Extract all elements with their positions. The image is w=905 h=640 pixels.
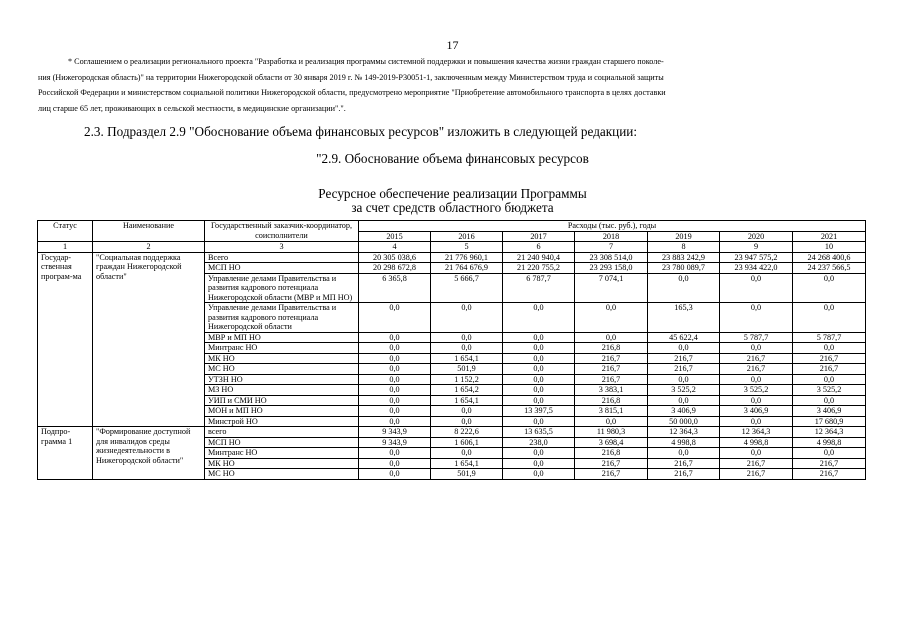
- value-cell: 216,7: [648, 364, 720, 375]
- row-customer: МК НО: [205, 458, 359, 469]
- row-status: Государ-ственная програм-ма: [38, 252, 93, 427]
- header-year: 2019: [648, 231, 720, 242]
- table-title-line: Ресурсное обеспечение реализации Программы: [318, 186, 587, 201]
- header-year: 2020: [720, 231, 793, 242]
- value-cell: 3 406,9: [793, 406, 866, 417]
- header-year: 2015: [359, 231, 431, 242]
- value-cell: 0,0: [720, 395, 793, 406]
- value-cell: 0,0: [793, 374, 866, 385]
- row-customer: Минтранс НО: [205, 448, 359, 459]
- value-cell: 3 383,1: [575, 385, 648, 396]
- value-cell: 216,8: [575, 448, 648, 459]
- header-status: Статус: [38, 221, 93, 242]
- value-cell: 13 635,5: [503, 427, 575, 438]
- value-cell: 4 998,8: [793, 437, 866, 448]
- section-heading: 2.3. Подраздел 2.9 "Обоснование объема финансовых ресурсов" изложить в следующей редакции:: [84, 124, 638, 139]
- row-customer: Минтранс НО: [205, 343, 359, 354]
- footnote-line: Российской Федерации и министерством социальной политики Нижегородской области, предусмотрено мероприятие "Приобретение автомобильного транспорта в целях доставки: [38, 88, 666, 97]
- value-cell: 0,0: [720, 343, 793, 354]
- row-customer: УИП и СМИ НО: [205, 395, 359, 406]
- value-cell: 216,7: [575, 364, 648, 375]
- value-cell: 0,0: [359, 343, 431, 354]
- row-customer: МС НО: [205, 364, 359, 375]
- value-cell: 11 980,3: [575, 427, 648, 438]
- column-number: 10: [793, 242, 866, 253]
- value-cell: 3 406,9: [720, 406, 793, 417]
- value-cell: 0,0: [359, 353, 431, 364]
- resource-table: [37, 220, 866, 480]
- value-cell: 21 764 676,9: [431, 263, 503, 274]
- value-cell: 5 666,7: [431, 273, 503, 303]
- value-cell: 0,0: [431, 406, 503, 417]
- value-cell: 24 237 566,5: [793, 263, 866, 274]
- value-cell: 0,0: [720, 448, 793, 459]
- value-cell: 216,7: [720, 458, 793, 469]
- header-row: [38, 221, 866, 232]
- value-cell: 216,7: [720, 469, 793, 480]
- value-cell: 0,0: [359, 416, 431, 427]
- value-cell: 12 364,3: [648, 427, 720, 438]
- value-cell: 0,0: [648, 374, 720, 385]
- value-cell: 216,7: [648, 353, 720, 364]
- footnote-line: лиц старше 65 лет, проживающих в сельской местности, в медицинские организации".".: [38, 103, 346, 113]
- value-cell: 0,0: [648, 273, 720, 303]
- value-cell: 0,0: [359, 469, 431, 480]
- value-cell: 24 268 400,6: [793, 252, 866, 263]
- value-cell: 216,7: [720, 353, 793, 364]
- value-cell: 3 525,2: [793, 385, 866, 396]
- value-cell: 1 654,1: [431, 458, 503, 469]
- page-number: 17: [446, 38, 459, 52]
- value-cell: 1 152,2: [431, 374, 503, 385]
- row-customer: МОН и МП НО: [205, 406, 359, 417]
- table-body: [38, 221, 866, 480]
- row-name: "Социальная поддержка граждан Нижегородской области": [93, 252, 205, 427]
- value-cell: 0,0: [359, 458, 431, 469]
- value-cell: 0,0: [720, 416, 793, 427]
- value-cell: 0,0: [503, 458, 575, 469]
- value-cell: 9 343,9: [359, 427, 431, 438]
- value-cell: 0,0: [359, 385, 431, 396]
- value-cell: 8 222,6: [431, 427, 503, 438]
- value-cell: 0,0: [648, 395, 720, 406]
- value-cell: 501,9: [431, 469, 503, 480]
- value-cell: 0,0: [431, 448, 503, 459]
- column-number: 9: [720, 242, 793, 253]
- footnote-line: * Соглашением о реализации регионального проекта "Разработка и реализация программы системной поддержки и повышения качества жизни граждан старшего поколе-: [68, 57, 664, 66]
- value-cell: 0,0: [793, 395, 866, 406]
- value-cell: 21 776 960,1: [431, 252, 503, 263]
- row-customer: МЗ НО: [205, 385, 359, 396]
- row-customer: Всего: [205, 252, 359, 263]
- value-cell: 3 698,4: [575, 437, 648, 448]
- row-customer: МСП НО: [205, 437, 359, 448]
- row-status: Подпро-грамма 1: [38, 427, 93, 480]
- value-cell: 1 654,2: [431, 385, 503, 396]
- value-cell: 3 525,2: [720, 385, 793, 396]
- column-number: 8: [648, 242, 720, 253]
- value-cell: 0,0: [720, 303, 793, 333]
- value-cell: 0,0: [503, 303, 575, 333]
- header-name: Наименование: [93, 221, 205, 242]
- value-cell: 0,0: [793, 343, 866, 354]
- value-cell: 0,0: [720, 374, 793, 385]
- subsection-heading: "2.9. Обоснование объема финансовых ресурсов: [316, 151, 589, 166]
- column-number: 6: [503, 242, 575, 253]
- value-cell: 0,0: [575, 303, 648, 333]
- value-cell: 0,0: [575, 332, 648, 343]
- value-cell: 9 343,9: [359, 437, 431, 448]
- column-number: 5: [431, 242, 503, 253]
- header-year: 2021: [793, 231, 866, 242]
- value-cell: 6 787,7: [503, 273, 575, 303]
- value-cell: 23 780 089,7: [648, 263, 720, 274]
- row-customer: МК НО: [205, 353, 359, 364]
- row-customer: всего: [205, 427, 359, 438]
- value-cell: 216,7: [793, 353, 866, 364]
- value-cell: 216,7: [793, 469, 866, 480]
- value-cell: 0,0: [503, 469, 575, 480]
- table-title-line: за счет средств областного бюджета: [351, 199, 554, 215]
- value-cell: 21 220 755,2: [503, 263, 575, 274]
- value-cell: 0,0: [359, 406, 431, 417]
- value-cell: 216,7: [575, 458, 648, 469]
- value-cell: 0,0: [793, 273, 866, 303]
- column-number: 7: [575, 242, 648, 253]
- value-cell: 216,7: [575, 353, 648, 364]
- value-cell: 216,7: [793, 364, 866, 375]
- value-cell: 3 525,2: [648, 385, 720, 396]
- table-row: [38, 252, 866, 263]
- column-number: 1: [38, 242, 93, 253]
- column-number: 2: [93, 242, 205, 253]
- value-cell: 3 815,1: [575, 406, 648, 417]
- value-cell: 216,7: [793, 458, 866, 469]
- value-cell: 0,0: [359, 303, 431, 333]
- row-name: "Формирование доступной для инвалидов среды жизнедеятельности в Нижегородской области": [93, 427, 205, 480]
- table-title: [0, 187, 905, 214]
- value-cell: 0,0: [431, 343, 503, 354]
- value-cell: 20 298 672,8: [359, 263, 431, 274]
- value-cell: 17 680,9: [793, 416, 866, 427]
- value-cell: 216,7: [575, 374, 648, 385]
- column-number: 3: [205, 242, 359, 253]
- value-cell: 0,0: [720, 273, 793, 303]
- value-cell: 0,0: [503, 416, 575, 427]
- value-cell: 5 787,7: [793, 332, 866, 343]
- row-customer: УТЗН НО: [205, 374, 359, 385]
- value-cell: 501,9: [431, 364, 503, 375]
- value-cell: 23 308 514,0: [575, 252, 648, 263]
- footnote: [38, 54, 866, 116]
- value-cell: 0,0: [359, 395, 431, 406]
- value-cell: 13 397,5: [503, 406, 575, 417]
- value-cell: 23 293 158,0: [575, 263, 648, 274]
- value-cell: 216,7: [648, 469, 720, 480]
- value-cell: 238,0: [503, 437, 575, 448]
- row-customer: МС НО: [205, 469, 359, 480]
- header-year: 2017: [503, 231, 575, 242]
- column-number: 4: [359, 242, 431, 253]
- column-numbers-row: [38, 242, 866, 253]
- value-cell: 23 947 575,2: [720, 252, 793, 263]
- value-cell: 0,0: [431, 303, 503, 333]
- value-cell: 7 074,1: [575, 273, 648, 303]
- value-cell: 0,0: [793, 303, 866, 333]
- row-customer: МВР и МП НО: [205, 332, 359, 343]
- footnote-line: ния (Нижегородская область)" на территории Нижегородской области от 30 января 2019 г. № 149-2019-P30051-1, заключенным между Министерством труда и социальной защиты: [38, 72, 664, 82]
- value-cell: 6 365,8: [359, 273, 431, 303]
- value-cell: 0,0: [503, 385, 575, 396]
- value-cell: 0,0: [359, 448, 431, 459]
- value-cell: 216,7: [720, 364, 793, 375]
- value-cell: 0,0: [503, 353, 575, 364]
- value-cell: 216,8: [575, 395, 648, 406]
- value-cell: 0,0: [503, 448, 575, 459]
- value-cell: 50 000,0: [648, 416, 720, 427]
- header-year: 2016: [431, 231, 503, 242]
- header-expenses: Расходы (тыс. руб.), годы: [359, 221, 866, 232]
- value-cell: 12 364,3: [720, 427, 793, 438]
- value-cell: 0,0: [503, 332, 575, 343]
- header-year: 2018: [575, 231, 648, 242]
- value-cell: 5 787,7: [720, 332, 793, 343]
- value-cell: 216,8: [575, 343, 648, 354]
- value-cell: 0,0: [648, 343, 720, 354]
- value-cell: 23 883 242,9: [648, 252, 720, 263]
- value-cell: 0,0: [793, 448, 866, 459]
- value-cell: 4 998,8: [720, 437, 793, 448]
- value-cell: 0,0: [431, 332, 503, 343]
- value-cell: 0,0: [503, 364, 575, 375]
- value-cell: 216,7: [648, 458, 720, 469]
- value-cell: 0,0: [503, 374, 575, 385]
- value-cell: 12 364,3: [793, 427, 866, 438]
- value-cell: 0,0: [359, 374, 431, 385]
- value-cell: 1 654,1: [431, 395, 503, 406]
- row-customer: Управление делами Правительства и развития кадрового потенциала Нижегородской области (МВР и МП НО): [205, 273, 359, 303]
- value-cell: 3 406,9: [648, 406, 720, 417]
- value-cell: 0,0: [503, 343, 575, 354]
- row-customer: Управление делами Правительства и развития кадрового потенциала Нижегородской области: [205, 303, 359, 333]
- value-cell: 1 654,1: [431, 353, 503, 364]
- value-cell: 0,0: [503, 395, 575, 406]
- value-cell: 20 305 038,6: [359, 252, 431, 263]
- value-cell: 23 934 422,0: [720, 263, 793, 274]
- value-cell: 216,7: [575, 469, 648, 480]
- table-row: [38, 427, 866, 438]
- value-cell: 45 622,4: [648, 332, 720, 343]
- value-cell: 0,0: [431, 416, 503, 427]
- value-cell: 4 998,8: [648, 437, 720, 448]
- value-cell: 1 606,1: [431, 437, 503, 448]
- value-cell: 165,3: [648, 303, 720, 333]
- value-cell: 0,0: [359, 364, 431, 375]
- value-cell: 0,0: [575, 416, 648, 427]
- value-cell: 21 240 940,4: [503, 252, 575, 263]
- row-customer: МСП НО: [205, 263, 359, 274]
- header-customer: Государственный заказчик-координатор, соисполнители: [205, 221, 359, 242]
- value-cell: 0,0: [359, 332, 431, 343]
- row-customer: Минстрой НО: [205, 416, 359, 427]
- value-cell: 0,0: [648, 448, 720, 459]
